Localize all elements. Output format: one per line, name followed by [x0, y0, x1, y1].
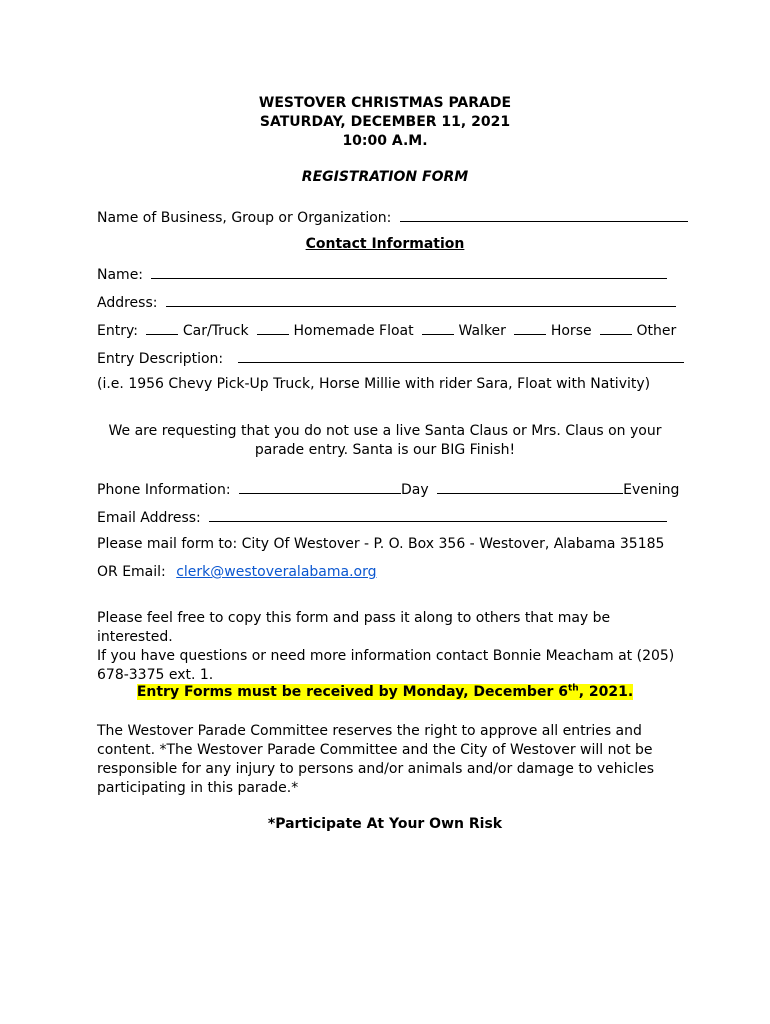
email-row	[97, 507, 667, 526]
entry-walker-blank[interactable]	[422, 320, 454, 335]
phone-evening-field[interactable]	[437, 479, 623, 494]
mail-to-text: Please mail form to: City Of Westover - P. O. Box 356 - Westover, Alabama 35185	[97, 536, 665, 552]
entry-option-walker: Walker	[458, 323, 506, 339]
committee-paragraph-line4: participating in this parade.*	[97, 780, 299, 796]
address-row	[97, 292, 676, 311]
entry-other-blank[interactable]	[600, 320, 632, 335]
name-row	[97, 264, 667, 283]
organization-field[interactable]	[400, 207, 688, 222]
committee-paragraph	[97, 722, 677, 798]
deadline-notice	[0, 684, 770, 700]
address-label: Address:	[97, 295, 158, 311]
phone-row	[97, 479, 679, 498]
entry-label: Entry:	[97, 323, 138, 339]
entry-description-label: Entry Description:	[97, 351, 224, 367]
entry-row	[97, 320, 676, 339]
email-label: Email Address:	[97, 510, 201, 526]
phone-day-label: Day	[401, 482, 429, 498]
santa-notice-line1: We are requesting that you do not use a live Santa Claus or Mrs. Claus on your	[108, 423, 662, 439]
deadline-suffix: , 2021.	[578, 684, 634, 700]
entry-option-horse: Horse	[550, 323, 592, 339]
deadline-prefix: Entry Forms must be received by Monday, December 6	[136, 684, 568, 700]
parade-date: SATURDAY, DECEMBER 11, 2021	[259, 114, 511, 130]
phone-day-field[interactable]	[239, 479, 401, 494]
contact-heading: Contact Information	[305, 236, 465, 252]
form-title: REGISTRATION FORM	[301, 169, 469, 185]
organization-row	[97, 207, 688, 226]
copy-paragraph-line1: Please feel free to copy this form and pass it along to others that may be interested.	[97, 610, 611, 645]
email-field[interactable]	[209, 507, 667, 522]
name-label: Name:	[97, 267, 144, 283]
santa-notice-line2: parade entry. Santa is our BIG Finish!	[254, 442, 516, 458]
entry-option-other: Other	[636, 323, 677, 339]
clerk-email-link[interactable]: clerk@westoveralabama.org	[176, 564, 377, 580]
or-email-row	[97, 564, 377, 580]
entry-option-homemade-float: Homemade Float	[293, 323, 414, 339]
organization-label: Name of Business, Group or Organization:	[97, 210, 392, 226]
entry-description-field[interactable]	[238, 348, 684, 363]
parade-title: WESTOVER CHRISTMAS PARADE	[258, 95, 512, 111]
entry-option-car-truck: Car/Truck	[182, 323, 249, 339]
copy-paragraph-line2: If you have questions or need more information contact Bonnie Meacham at (205)	[97, 648, 675, 664]
copy-paragraph-line3: 678-3375 ext. 1.	[97, 667, 214, 683]
phone-label: Phone Information:	[97, 482, 231, 498]
deadline-superscript: th	[567, 683, 579, 694]
phone-evening-label: Evening	[623, 482, 680, 498]
entry-description-row	[97, 348, 684, 367]
entry-homemade-float-blank[interactable]	[257, 320, 289, 335]
or-email-label: OR Email:	[97, 564, 166, 580]
committee-paragraph-line1: The Westover Parade Committee reserves the right to approve all entries and	[97, 723, 642, 739]
entry-horse-blank[interactable]	[514, 320, 546, 335]
deadline-highlight	[137, 684, 633, 700]
committee-paragraph-line2: content. *The Westover Parade Committee and the City of Westover will not be	[97, 742, 653, 758]
entry-car-truck-blank[interactable]	[146, 320, 178, 335]
risk-notice: *Participate At Your Own Risk	[267, 816, 503, 832]
parade-time: 10:00 A.M.	[342, 133, 428, 149]
name-field[interactable]	[151, 264, 667, 279]
entry-example-text: (i.e. 1956 Chevy Pick-Up Truck, Horse Millie with rider Sara, Float with Nativity)	[97, 376, 651, 392]
copy-paragraph	[97, 609, 677, 685]
address-field[interactable]	[166, 292, 676, 307]
committee-paragraph-line3: responsible for any injury to persons and/or animals and/or damage to vehicles	[97, 761, 654, 777]
